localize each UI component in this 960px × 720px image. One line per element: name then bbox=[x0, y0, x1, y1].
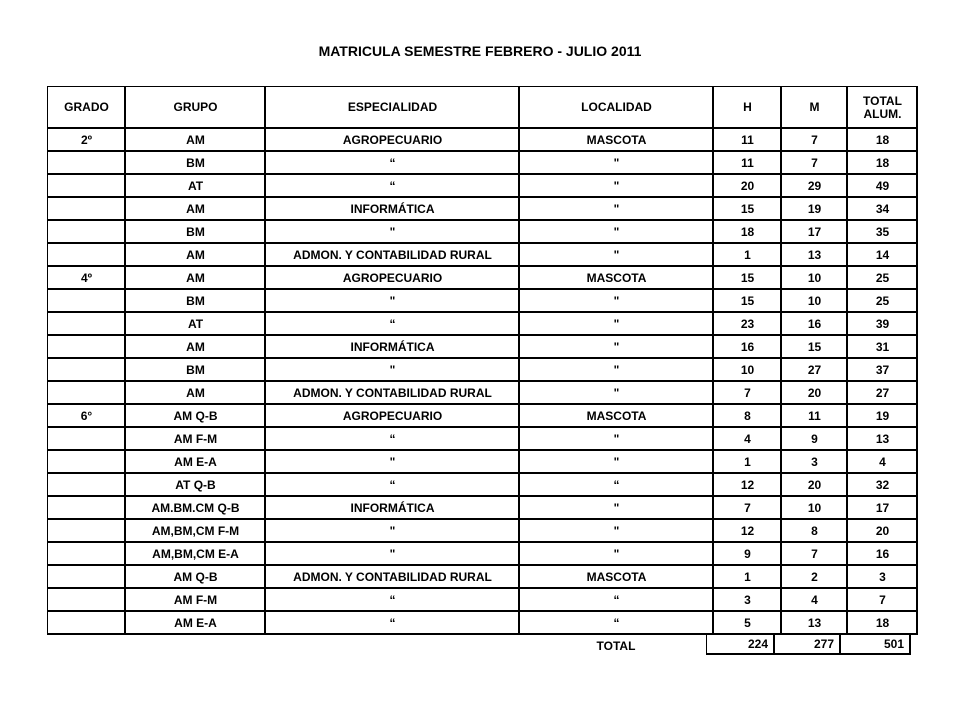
header-localidad: LOCALIDAD bbox=[520, 87, 714, 129]
cell-grupo: AM F-M bbox=[126, 428, 266, 451]
cell-m: 8 bbox=[782, 520, 848, 543]
cell-grado bbox=[48, 497, 126, 520]
cell-total: 39 bbox=[848, 313, 918, 336]
table-row bbox=[48, 566, 918, 589]
table-row bbox=[48, 474, 918, 497]
cell-grado bbox=[48, 221, 126, 244]
cell-m: 19 bbox=[782, 198, 848, 221]
cell-total: 35 bbox=[848, 221, 918, 244]
cell-m: 7 bbox=[782, 543, 848, 566]
cell-m: 9 bbox=[782, 428, 848, 451]
header-total: TOTAL ALUM. bbox=[848, 87, 918, 129]
cell-total: 34 bbox=[848, 198, 918, 221]
cell-grupo: AM,BM,CM E-A bbox=[126, 543, 266, 566]
cell-h: 11 bbox=[714, 129, 782, 152]
cell-h: 1 bbox=[714, 244, 782, 267]
cell-m: 11 bbox=[782, 405, 848, 428]
cell-m: 20 bbox=[782, 382, 848, 405]
cell-grado bbox=[48, 382, 126, 405]
cell-especialidad: " bbox=[266, 359, 520, 382]
cell-total: 18 bbox=[848, 152, 918, 175]
cell-localidad: " bbox=[520, 175, 714, 198]
cell-especialidad: “ bbox=[266, 612, 520, 635]
cell-total: 16 bbox=[848, 543, 918, 566]
table-row bbox=[48, 244, 918, 267]
cell-total: 32 bbox=[848, 474, 918, 497]
table-row bbox=[48, 612, 918, 635]
cell-m: 15 bbox=[782, 336, 848, 359]
cell-especialidad: INFORMÁTICA bbox=[266, 497, 520, 520]
table-row bbox=[48, 589, 918, 612]
cell-localidad: " bbox=[520, 336, 714, 359]
cell-h: 20 bbox=[714, 175, 782, 198]
cell-grado bbox=[48, 474, 126, 497]
cell-especialidad: ADMON. Y CONTABILIDAD RURAL bbox=[266, 382, 520, 405]
cell-localidad: " bbox=[520, 152, 714, 175]
cell-m: 3 bbox=[782, 451, 848, 474]
cell-h: 9 bbox=[714, 543, 782, 566]
cell-total: 7 bbox=[848, 589, 918, 612]
total-alumnos: 501 bbox=[841, 634, 911, 655]
cell-grupo: AM bbox=[126, 267, 266, 290]
header-h: H bbox=[714, 87, 782, 129]
cell-m: 13 bbox=[782, 612, 848, 635]
table-body bbox=[48, 129, 918, 635]
cell-especialidad: “ bbox=[266, 589, 520, 612]
cell-grupo: BM bbox=[126, 152, 266, 175]
cell-h: 1 bbox=[714, 451, 782, 474]
cell-especialidad: " bbox=[266, 221, 520, 244]
cell-h: 12 bbox=[714, 474, 782, 497]
cell-localidad: " bbox=[520, 520, 714, 543]
cell-especialidad: ADMON. Y CONTABILIDAD RURAL bbox=[266, 244, 520, 267]
cell-localidad: " bbox=[520, 244, 714, 267]
cell-h: 15 bbox=[714, 267, 782, 290]
cell-grupo: AM bbox=[126, 198, 266, 221]
cell-localidad: " bbox=[520, 428, 714, 451]
cell-grupo: BM bbox=[126, 359, 266, 382]
cell-grado bbox=[48, 566, 126, 589]
cell-grupo: BM bbox=[126, 221, 266, 244]
total-h: 224 bbox=[707, 634, 775, 655]
cell-especialidad: INFORMÁTICA bbox=[266, 198, 520, 221]
cell-especialidad: " bbox=[266, 451, 520, 474]
cell-m: 7 bbox=[782, 129, 848, 152]
cell-especialidad: “ bbox=[266, 313, 520, 336]
cell-localidad: " bbox=[520, 497, 714, 520]
cell-localidad: “ bbox=[520, 589, 714, 612]
cell-especialidad: " bbox=[266, 520, 520, 543]
cell-h: 12 bbox=[714, 520, 782, 543]
table-row bbox=[48, 359, 918, 382]
cell-h: 10 bbox=[714, 359, 782, 382]
header-grado: GRADO bbox=[48, 87, 126, 129]
cell-grado: 4º bbox=[48, 267, 126, 290]
cell-especialidad: AGROPECUARIO bbox=[266, 405, 520, 428]
table-row bbox=[48, 198, 918, 221]
cell-localidad: “ bbox=[520, 474, 714, 497]
table-row bbox=[48, 129, 918, 152]
cell-m: 2 bbox=[782, 566, 848, 589]
cell-total: 25 bbox=[848, 267, 918, 290]
table-row bbox=[48, 382, 918, 405]
table-row bbox=[48, 520, 918, 543]
cell-localidad: MASCOTA bbox=[520, 267, 714, 290]
cell-m: 10 bbox=[782, 497, 848, 520]
cell-grupo: AM Q-B bbox=[126, 405, 266, 428]
table-row bbox=[48, 428, 918, 451]
cell-grupo: AT Q-B bbox=[126, 474, 266, 497]
cell-especialidad: “ bbox=[266, 474, 520, 497]
page-title: MATRICULA SEMESTRE FEBRERO - JULIO 2011 bbox=[318, 43, 642, 59]
cell-localidad: " bbox=[520, 290, 714, 313]
cell-total: 3 bbox=[848, 566, 918, 589]
cell-h: 16 bbox=[714, 336, 782, 359]
cell-localidad: " bbox=[520, 382, 714, 405]
cell-grupo: AM.BM.CM Q-B bbox=[126, 497, 266, 520]
cell-localidad: " bbox=[520, 198, 714, 221]
cell-grupo: AM bbox=[126, 382, 266, 405]
cell-total: 17 bbox=[848, 497, 918, 520]
cell-h: 5 bbox=[714, 612, 782, 635]
cell-total: 20 bbox=[848, 520, 918, 543]
cell-grado bbox=[48, 336, 126, 359]
cell-m: 7 bbox=[782, 152, 848, 175]
cell-total: 19 bbox=[848, 405, 918, 428]
table-row bbox=[48, 336, 918, 359]
cell-h: 4 bbox=[714, 428, 782, 451]
cell-grupo: AM bbox=[126, 129, 266, 152]
totals-table bbox=[706, 633, 911, 655]
cell-especialidad: “ bbox=[266, 152, 520, 175]
table-row bbox=[48, 543, 918, 566]
cell-h: 1 bbox=[714, 566, 782, 589]
cell-grupo: AM F-M bbox=[126, 589, 266, 612]
table-row bbox=[48, 405, 918, 428]
total-label: TOTAL bbox=[596, 639, 636, 653]
cell-m: 10 bbox=[782, 267, 848, 290]
cell-grado bbox=[48, 589, 126, 612]
cell-localidad: " bbox=[520, 451, 714, 474]
cell-grupo: AM E-A bbox=[126, 612, 266, 635]
cell-m: 17 bbox=[782, 221, 848, 244]
cell-total: 27 bbox=[848, 382, 918, 405]
cell-h: 7 bbox=[714, 497, 782, 520]
cell-especialidad: " bbox=[266, 290, 520, 313]
cell-especialidad: AGROPECUARIO bbox=[266, 129, 520, 152]
cell-m: 4 bbox=[782, 589, 848, 612]
cell-especialidad: “ bbox=[266, 428, 520, 451]
cell-localidad: MASCOTA bbox=[520, 129, 714, 152]
cell-especialidad: ADMON. Y CONTABILIDAD RURAL bbox=[266, 566, 520, 589]
cell-total: 13 bbox=[848, 428, 918, 451]
cell-localidad: MASCOTA bbox=[520, 566, 714, 589]
cell-especialidad: AGROPECUARIO bbox=[266, 267, 520, 290]
table-row bbox=[48, 313, 918, 336]
cell-grupo: AT bbox=[126, 313, 266, 336]
cell-grupo: AM bbox=[126, 336, 266, 359]
cell-grado bbox=[48, 612, 126, 635]
cell-h: 23 bbox=[714, 313, 782, 336]
cell-h: 7 bbox=[714, 382, 782, 405]
cell-grado bbox=[48, 520, 126, 543]
cell-total: 37 bbox=[848, 359, 918, 382]
totals-row bbox=[707, 634, 911, 655]
cell-localidad: MASCOTA bbox=[520, 405, 714, 428]
cell-total: 18 bbox=[848, 129, 918, 152]
cell-m: 13 bbox=[782, 244, 848, 267]
cell-grado bbox=[48, 244, 126, 267]
cell-h: 15 bbox=[714, 198, 782, 221]
cell-localidad: " bbox=[520, 543, 714, 566]
cell-especialidad: " bbox=[266, 543, 520, 566]
cell-grupo: AM bbox=[126, 244, 266, 267]
header-grupo: GRUPO bbox=[126, 87, 266, 129]
table-row bbox=[48, 451, 918, 474]
cell-localidad: " bbox=[520, 221, 714, 244]
cell-grupo: BM bbox=[126, 290, 266, 313]
table-row bbox=[48, 221, 918, 244]
header-row bbox=[48, 87, 918, 129]
cell-grado bbox=[48, 313, 126, 336]
cell-grado bbox=[48, 198, 126, 221]
cell-m: 27 bbox=[782, 359, 848, 382]
cell-m: 16 bbox=[782, 313, 848, 336]
cell-grado bbox=[48, 152, 126, 175]
cell-m: 10 bbox=[782, 290, 848, 313]
cell-grado bbox=[48, 451, 126, 474]
cell-h: 18 bbox=[714, 221, 782, 244]
cell-total: 4 bbox=[848, 451, 918, 474]
cell-grado bbox=[48, 175, 126, 198]
enrollment-table bbox=[47, 86, 918, 635]
cell-localidad: " bbox=[520, 359, 714, 382]
cell-grado bbox=[48, 290, 126, 313]
cell-grado bbox=[48, 428, 126, 451]
cell-grado: 6° bbox=[48, 405, 126, 428]
cell-m: 29 bbox=[782, 175, 848, 198]
cell-h: 11 bbox=[714, 152, 782, 175]
table-row bbox=[48, 267, 918, 290]
cell-especialidad: “ bbox=[266, 175, 520, 198]
cell-grupo: AM,BM,CM F-M bbox=[126, 520, 266, 543]
table-row bbox=[48, 290, 918, 313]
cell-grupo: AM E-A bbox=[126, 451, 266, 474]
cell-h: 15 bbox=[714, 290, 782, 313]
cell-m: 20 bbox=[782, 474, 848, 497]
cell-total: 49 bbox=[848, 175, 918, 198]
cell-total: 31 bbox=[848, 336, 918, 359]
cell-total: 18 bbox=[848, 612, 918, 635]
cell-grado bbox=[48, 543, 126, 566]
cell-especialidad: INFORMÁTICA bbox=[266, 336, 520, 359]
cell-grado: 2º bbox=[48, 129, 126, 152]
cell-grado bbox=[48, 359, 126, 382]
table-row bbox=[48, 152, 918, 175]
total-m: 277 bbox=[775, 634, 841, 655]
cell-grupo: AM Q-B bbox=[126, 566, 266, 589]
header-especialidad: ESPECIALIDAD bbox=[266, 87, 520, 129]
cell-h: 8 bbox=[714, 405, 782, 428]
table-row bbox=[48, 175, 918, 198]
table-row bbox=[48, 497, 918, 520]
cell-grupo: AT bbox=[126, 175, 266, 198]
cell-total: 14 bbox=[848, 244, 918, 267]
cell-total: 25 bbox=[848, 290, 918, 313]
cell-h: 3 bbox=[714, 589, 782, 612]
cell-localidad: “ bbox=[520, 612, 714, 635]
cell-localidad: " bbox=[520, 313, 714, 336]
header-m: M bbox=[782, 87, 848, 129]
